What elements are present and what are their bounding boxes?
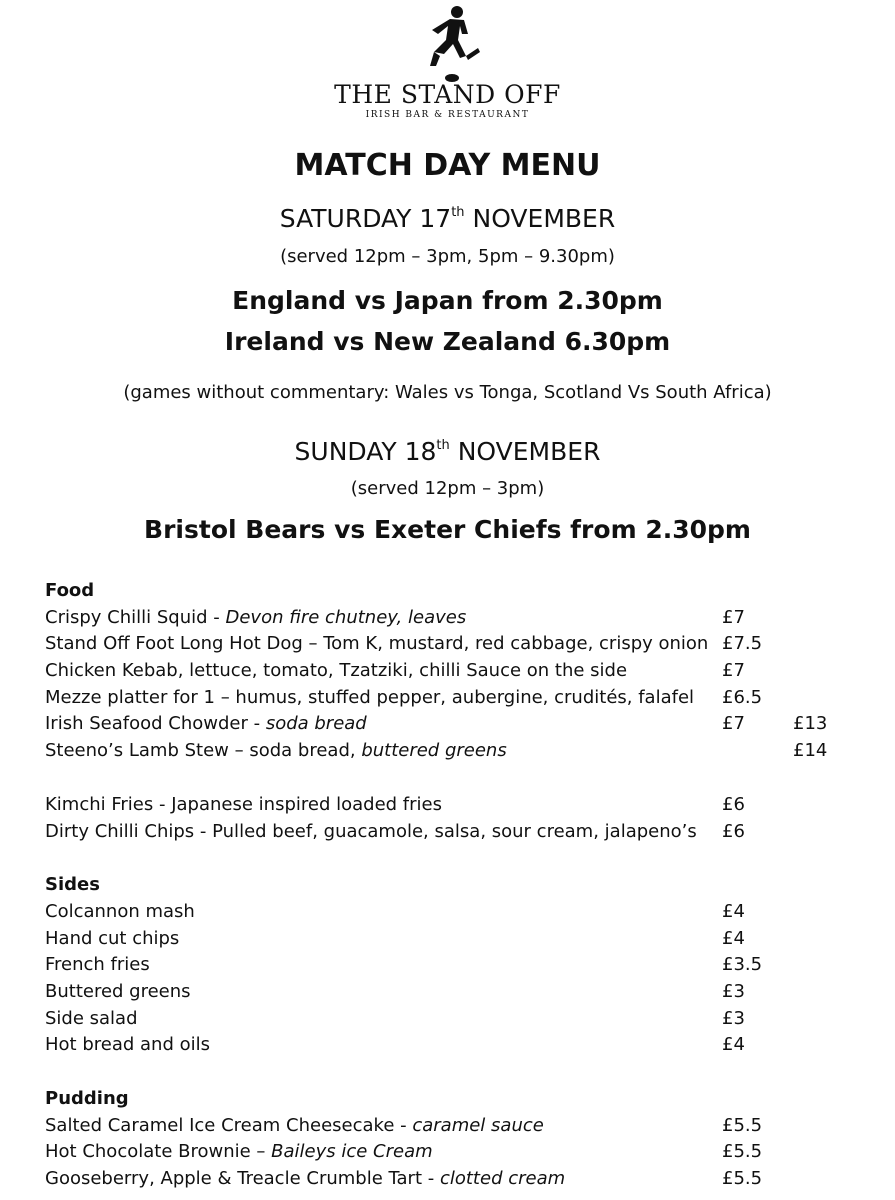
sunday-day-suffix: th bbox=[436, 438, 450, 453]
pudding-heading: Pudding bbox=[45, 1088, 129, 1109]
item-name: Chicken Kebab, lettuce, tomato, Tzatziki, chilli Sauce on the side bbox=[45, 660, 628, 682]
logo bbox=[0, 0, 895, 130]
sunday-match: Bristol Bears vs Exeter Chiefs from 2.30pm bbox=[144, 515, 751, 544]
spacer bbox=[45, 1059, 875, 1086]
sunday-heading bbox=[0, 437, 895, 466]
sunday-day: SUNDAY 18 bbox=[294, 437, 437, 466]
logo-name: THE STAND OFF bbox=[334, 80, 561, 109]
item-name: Dirty Chilli Chips - Pulled beef, guacamole, salsa, sour cream, jalapeno’s bbox=[45, 820, 697, 842]
item-price: £5.5 bbox=[722, 1141, 763, 1163]
item-name: Buttered greens bbox=[45, 980, 191, 1002]
item-price: £4 bbox=[722, 900, 745, 922]
menu-item bbox=[45, 819, 875, 846]
menu-item bbox=[45, 711, 875, 738]
menu-item bbox=[45, 631, 875, 658]
item-name: Colcannon mash bbox=[45, 900, 195, 922]
menu-item bbox=[45, 1032, 875, 1059]
menu-list bbox=[45, 578, 875, 1193]
item-name: Hot Chocolate Brownie – bbox=[45, 1141, 272, 1163]
menu-item bbox=[45, 738, 875, 765]
item-desc: buttered greens bbox=[361, 740, 507, 762]
item-price: £6 bbox=[722, 820, 745, 842]
item-price: £6 bbox=[722, 793, 745, 815]
menu-item bbox=[45, 1166, 875, 1193]
sunday-served: (served 12pm – 3pm) bbox=[350, 478, 545, 499]
item-name: Hand cut chips bbox=[45, 927, 180, 949]
menu-item bbox=[45, 1006, 875, 1033]
item-name: Kimchi Fries - Japanese inspired loaded fries bbox=[45, 793, 442, 815]
item-name: Gooseberry, Apple & Treacle Crumble Tart - bbox=[45, 1168, 440, 1190]
item-price: £3 bbox=[722, 1007, 745, 1029]
item-name: Salted Caramel Ice Cream Cheesecake - bbox=[45, 1114, 413, 1136]
saturday-match-1: England vs Japan from 2.30pm bbox=[232, 286, 663, 315]
menu-item bbox=[45, 1139, 875, 1166]
saturday-match-2: Ireland vs New Zealand 6.30pm bbox=[224, 327, 671, 356]
item-price: £7 bbox=[722, 713, 745, 735]
item-price-large: £14 bbox=[793, 740, 828, 762]
item-name: Irish Seafood Chowder - bbox=[45, 713, 266, 735]
item-price: £7 bbox=[722, 606, 745, 628]
menu-item bbox=[45, 792, 875, 819]
item-name: Steeno’s Lamb Stew – soda bread, bbox=[45, 740, 362, 762]
item-name: Side salad bbox=[45, 1007, 138, 1029]
item-price: £5.5 bbox=[722, 1114, 763, 1136]
item-price: £6.5 bbox=[722, 686, 763, 708]
saturday-heading bbox=[0, 204, 895, 233]
saturday-day-suffix: th bbox=[451, 205, 465, 220]
item-desc: Devon fire chutney, leaves bbox=[225, 606, 467, 628]
item-desc: soda bread bbox=[265, 713, 367, 735]
spacer bbox=[45, 765, 875, 792]
menu-item bbox=[45, 979, 875, 1006]
logo-tagline: IRISH BAR & RESTAURANT bbox=[365, 110, 530, 120]
menu-item bbox=[45, 899, 875, 926]
item-desc: clotted cream bbox=[439, 1168, 566, 1190]
sunday-month: NOVEMBER bbox=[449, 437, 601, 466]
rugby-player-logo-icon bbox=[420, 4, 480, 84]
menu-item bbox=[45, 658, 875, 685]
item-price: £5.5 bbox=[722, 1168, 763, 1190]
spacer bbox=[45, 845, 875, 872]
sides-heading: Sides bbox=[45, 874, 100, 896]
no-commentary-note: (games without commentary: Wales vs Tonga, Scotland Vs South Africa) bbox=[123, 382, 772, 403]
menu-item bbox=[45, 605, 875, 632]
item-price: £4 bbox=[722, 927, 745, 949]
item-price: £3 bbox=[722, 980, 745, 1002]
item-desc: Baileys ice Cream bbox=[271, 1141, 433, 1163]
item-desc: caramel sauce bbox=[412, 1114, 544, 1136]
item-name: Stand Off Foot Long Hot Dog – Tom K, mustard, red cabbage, crispy onion bbox=[45, 633, 709, 655]
menu-item bbox=[45, 952, 875, 979]
item-name: Crispy Chilli Squid - bbox=[45, 606, 226, 628]
item-price: £7.5 bbox=[722, 633, 763, 655]
food-heading: Food bbox=[45, 580, 95, 601]
item-price-large: £13 bbox=[793, 713, 828, 735]
saturday-served: (served 12pm – 3pm, 5pm – 9.30pm) bbox=[280, 246, 615, 267]
item-price: £7 bbox=[722, 660, 745, 682]
item-name: French fries bbox=[45, 954, 150, 976]
item-price: £3.5 bbox=[722, 954, 763, 976]
item-name: Mezze platter for 1 – humus, stuffed pepper, aubergine, crudités, falafel bbox=[45, 686, 695, 708]
saturday-month: NOVEMBER bbox=[464, 204, 616, 233]
item-price: £4 bbox=[722, 1034, 745, 1056]
menu-item bbox=[45, 926, 875, 953]
item-name: Hot bread and oils bbox=[45, 1034, 210, 1056]
page-title: MATCH DAY MENU bbox=[294, 148, 601, 183]
menu-item bbox=[45, 1113, 875, 1140]
menu-item bbox=[45, 685, 875, 712]
saturday-day: SATURDAY 17 bbox=[279, 204, 452, 233]
